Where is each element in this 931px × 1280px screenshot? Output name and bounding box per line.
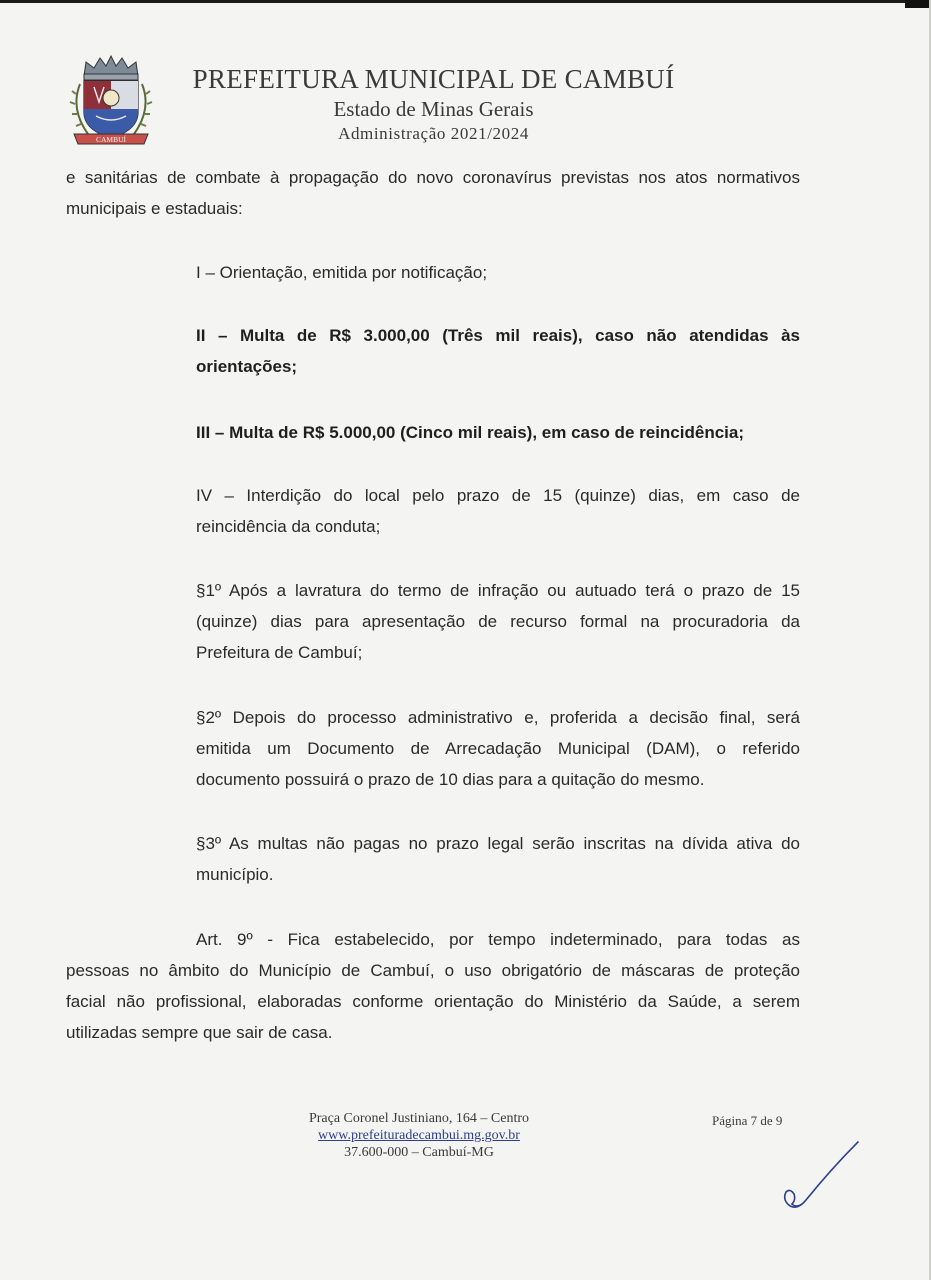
text-line: facial não profissional, elaboradas conforme orientação do Ministério da Saúde, a serem xyxy=(66,992,800,1011)
letterhead xyxy=(160,62,707,146)
text-line: emitida um Documento de Arrecadação Municipal (DAM), o referido xyxy=(196,739,800,758)
footer-address: Praça Coronel Justiniano, 164 – Centro xyxy=(308,1111,530,1126)
item-iv xyxy=(196,480,800,542)
text-line: documento possuirá o prazo de 10 dias para a quitação do mesmo. xyxy=(196,770,705,789)
intro-paragraph xyxy=(66,162,800,224)
article-9 xyxy=(66,924,800,1048)
text-line: Art. 9º - Fica estabelecido, por tempo indeterminado, para todas as xyxy=(196,930,800,949)
administration-period: Administração 2021/2024 xyxy=(338,124,529,143)
paragraph-3 xyxy=(196,828,800,890)
item-i xyxy=(196,257,800,288)
text-line: IV – Interdição do local pelo prazo de 15 (quinze) dias, em caso de xyxy=(196,486,800,505)
text-line: município. xyxy=(196,865,274,884)
state-name: Estado de Minas Gerais xyxy=(333,97,534,121)
text-line: reincidência da conduta; xyxy=(196,517,381,536)
paragraph-1 xyxy=(196,575,800,668)
scan-corner-mark xyxy=(905,0,931,8)
text-line: utilizadas sempre que sair de casa. xyxy=(66,1023,333,1042)
footer-city: 37.600-000 – Cambuí-MG xyxy=(344,1145,494,1160)
footer-address-block xyxy=(270,1110,568,1161)
text-line: III – Multa de R$ 5.000,00 (Cinco mil reais), em caso de reincidência; xyxy=(196,423,744,442)
paragraph-2 xyxy=(196,702,800,795)
text-line: municipais e estaduais: xyxy=(66,199,243,218)
page-number: Página 7 de 9 xyxy=(712,1113,783,1128)
crest-banner-text: CAMBUÍ xyxy=(95,135,127,144)
text-line: §1º Após a lavratura do termo de infração ou autuado terá o prazo de 15 xyxy=(196,581,800,600)
text-line: e sanitárias de combate à propagação do novo coronavírus previstas nos atos normativos xyxy=(66,168,800,187)
text-line: pessoas no âmbito do Município de Cambuí, o uso obrigatório de máscaras de proteção xyxy=(66,961,800,980)
text-line: (quinze) dias para apresentação de recurso formal na procuradoria da xyxy=(196,612,800,631)
text-line: §2º Depois do processo administrativo e, proferida a decisão final, será xyxy=(196,708,800,727)
text-line: orientações; xyxy=(196,357,298,376)
item-iii xyxy=(196,417,800,448)
municipal-crest-icon xyxy=(66,54,156,148)
footer-website-link[interactable]: www.prefeituradecambui.mg.gov.br xyxy=(318,1128,520,1143)
item-ii xyxy=(196,320,800,382)
prefecture-title: PREFEITURA MUNICIPAL DE CAMBUÍ xyxy=(192,64,675,94)
text-line: §3º As multas não pagas no prazo legal serão inscritas na dívida ativa do xyxy=(196,834,800,853)
scan-top-edge xyxy=(0,0,931,3)
text-line: II – Multa de R$ 3.000,00 (Três mil reais), caso não atendidas às xyxy=(196,326,800,345)
text-line: I – Orientação, emitida por notificação; xyxy=(196,263,488,282)
text-line: Prefeitura de Cambuí; xyxy=(196,643,363,662)
signature-initial-icon xyxy=(772,1138,864,1214)
